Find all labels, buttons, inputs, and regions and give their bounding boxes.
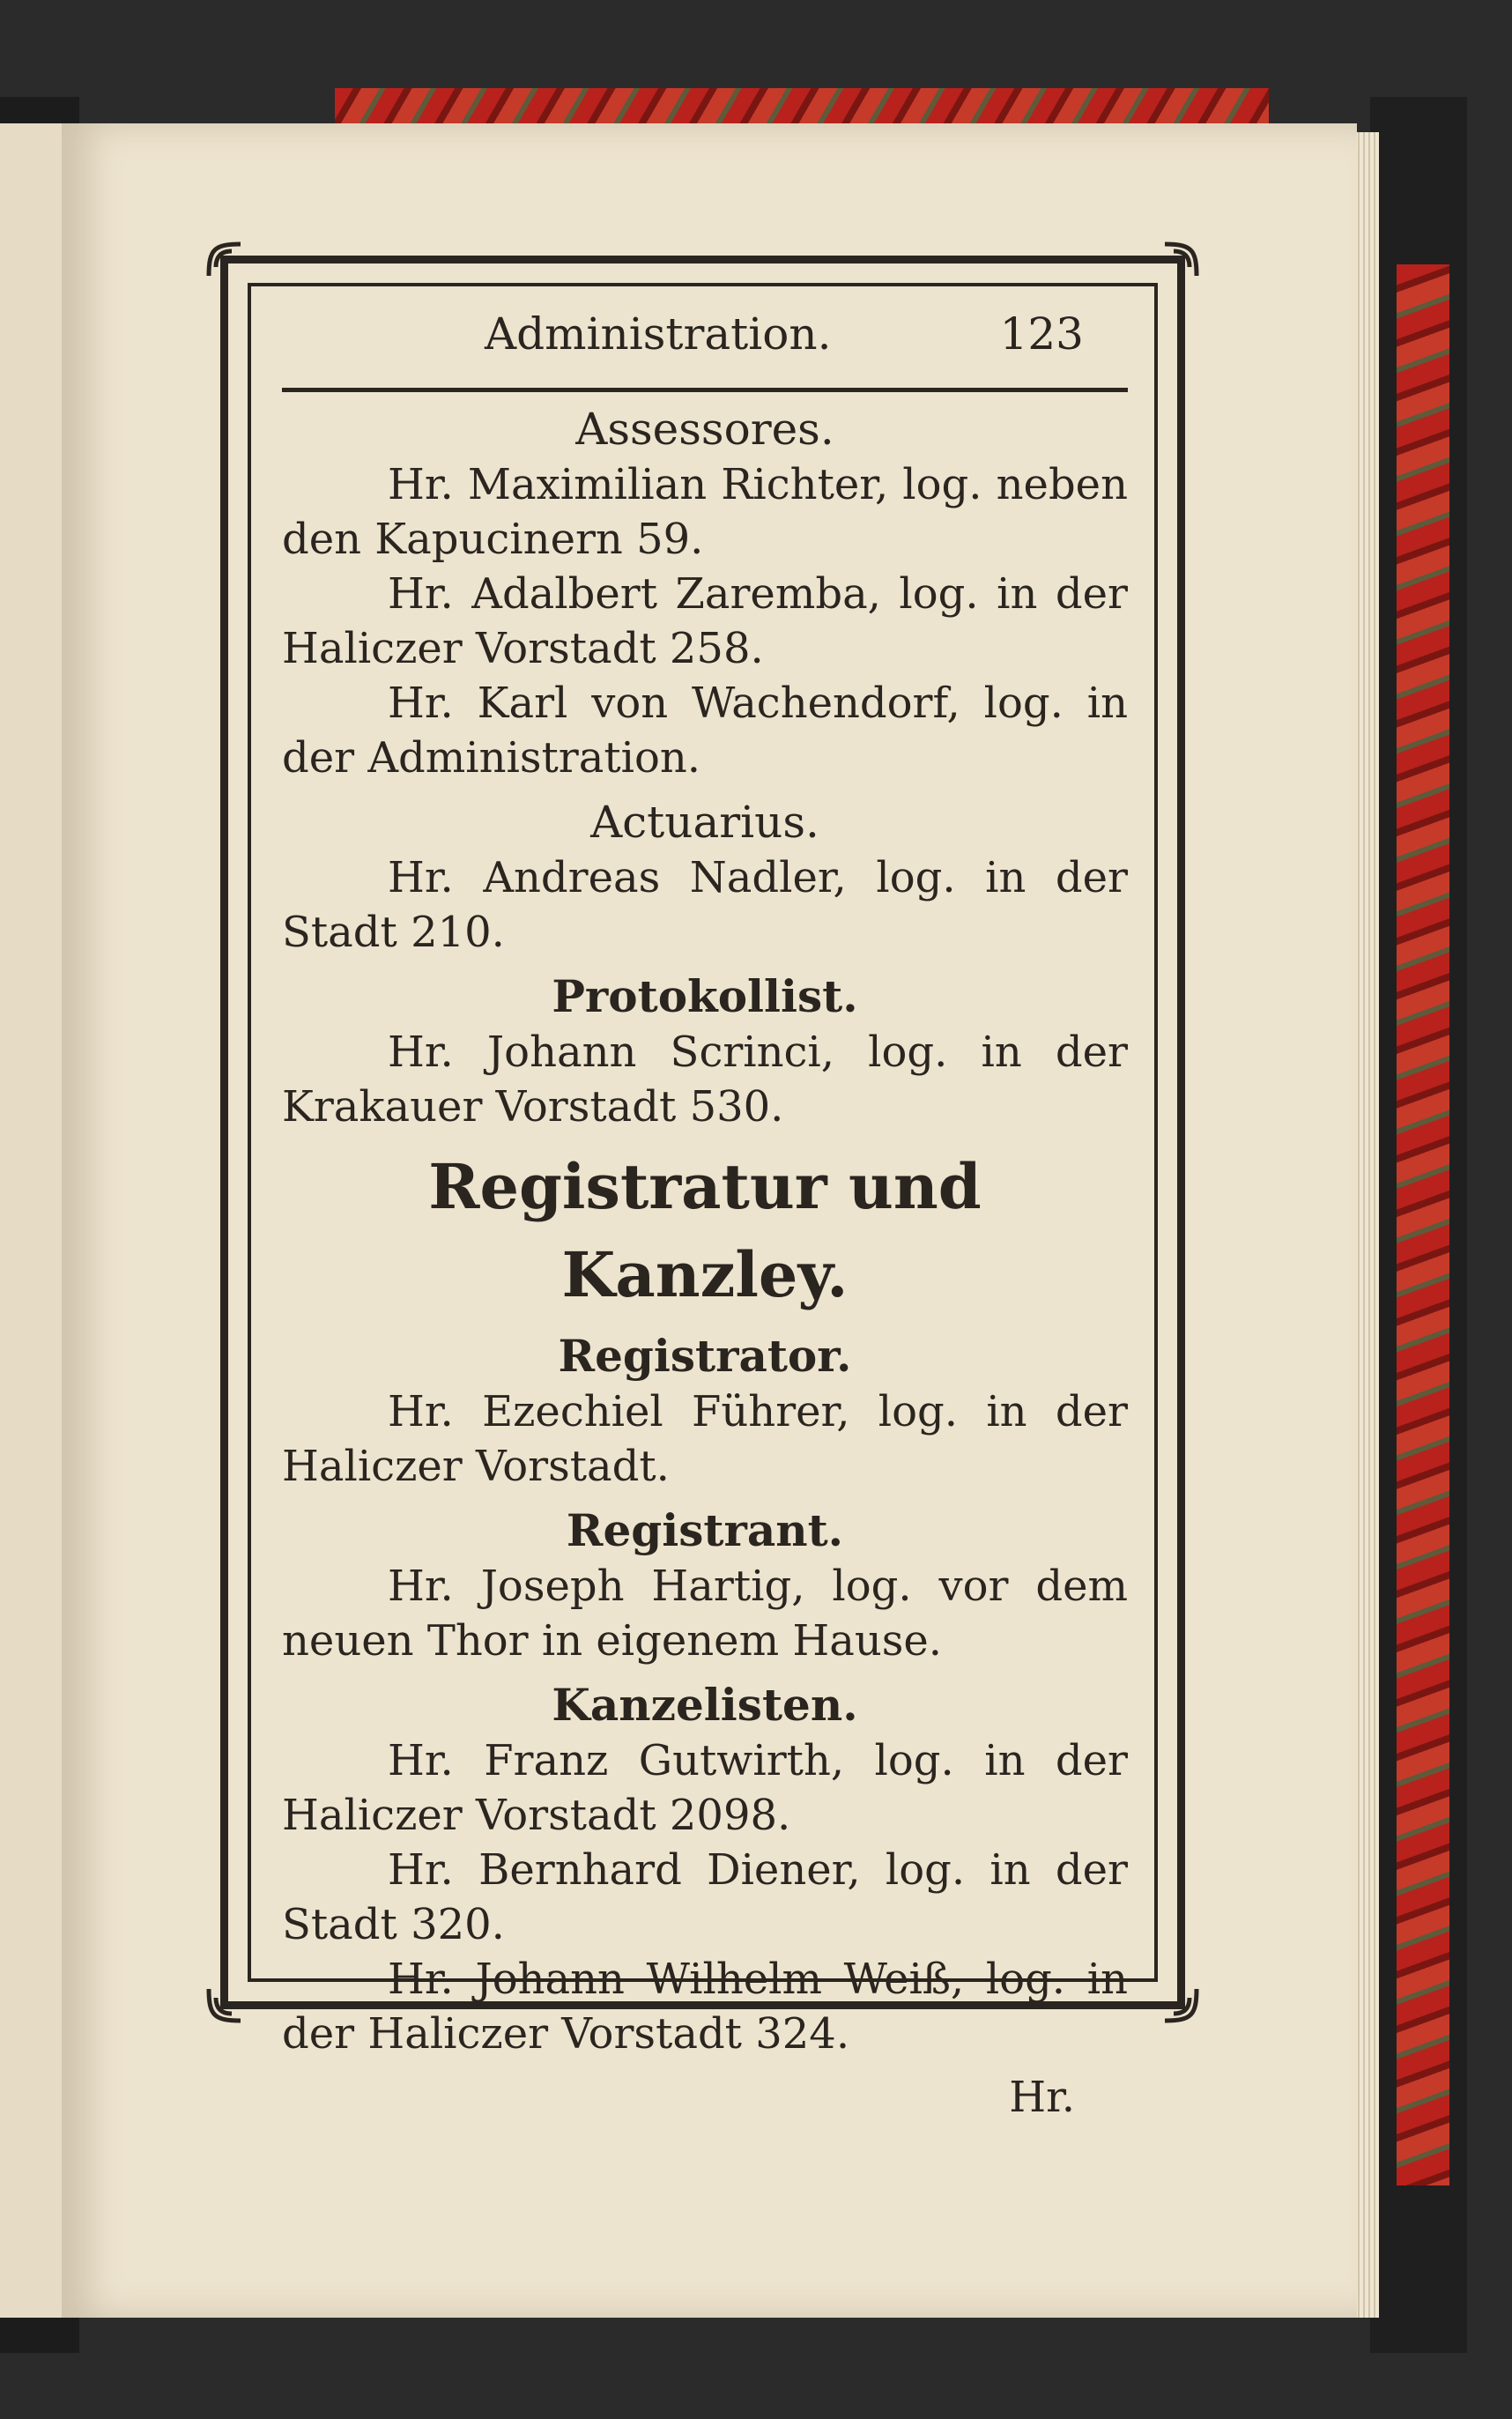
list-entry: Hr. Adalbert Zaremba, log. in der Haliczer Vorstadt 258. xyxy=(282,569,1128,673)
list-entry: Hr. Johann Wilhelm Weiß, log. in der Haliczer Vorstadt 324. xyxy=(282,1955,1128,2059)
running-head: Administration. xyxy=(485,308,832,360)
page-text xyxy=(282,308,1128,2125)
page-number: 123 xyxy=(999,308,1084,360)
list-entry: Hr. Ezechiel Führer, log. in der Haliczer Vorstadt. xyxy=(282,1387,1128,1491)
section-heading: Registrant. xyxy=(566,1504,844,1556)
list-entry: Hr. Johann Scrinci, log. in der Krakauer Vorstadt 530. xyxy=(282,1028,1128,1132)
section-heading: Registrator. xyxy=(558,1330,852,1382)
list-entry: Hr. Bernhard Diener, log. in der Stadt 320. xyxy=(282,1845,1128,1949)
list-entry: Hr. Andreas Nadler, log. in der Stadt 210. xyxy=(282,853,1128,957)
left-page-sliver xyxy=(0,123,63,2318)
catchword: Hr. xyxy=(1009,2073,1075,2122)
marbled-endpaper-edge xyxy=(1397,264,1449,2185)
corner-ornament-icon xyxy=(1161,1985,1200,2024)
list-entry: Hr. Karl von Wachendorf, log. in der Administration. xyxy=(282,679,1128,783)
list-entry: Hr. Joseph Hartig, log. vor dem neuen Thor in eigenem Hause. xyxy=(282,1562,1128,1666)
chapter-heading: Registratur und Kanzley. xyxy=(428,1150,982,1311)
section-heading: Kanzelisten. xyxy=(552,1679,858,1731)
list-entry: Hr. Maximilian Richter, log. neben den Kapucinern 59. xyxy=(282,460,1128,564)
section-heading: Actuarius. xyxy=(590,797,819,848)
corner-ornament-icon xyxy=(205,1985,244,2024)
corner-ornament-icon xyxy=(1161,241,1200,279)
corner-ornament-icon xyxy=(205,241,244,279)
section-heading: Protokollist. xyxy=(552,970,858,1022)
section-heading: Assessores. xyxy=(575,404,834,455)
page-header xyxy=(282,308,1128,392)
list-entry: Hr. Franz Gutwirth, log. in der Haliczer Vorstadt 2098. xyxy=(282,1736,1128,1840)
